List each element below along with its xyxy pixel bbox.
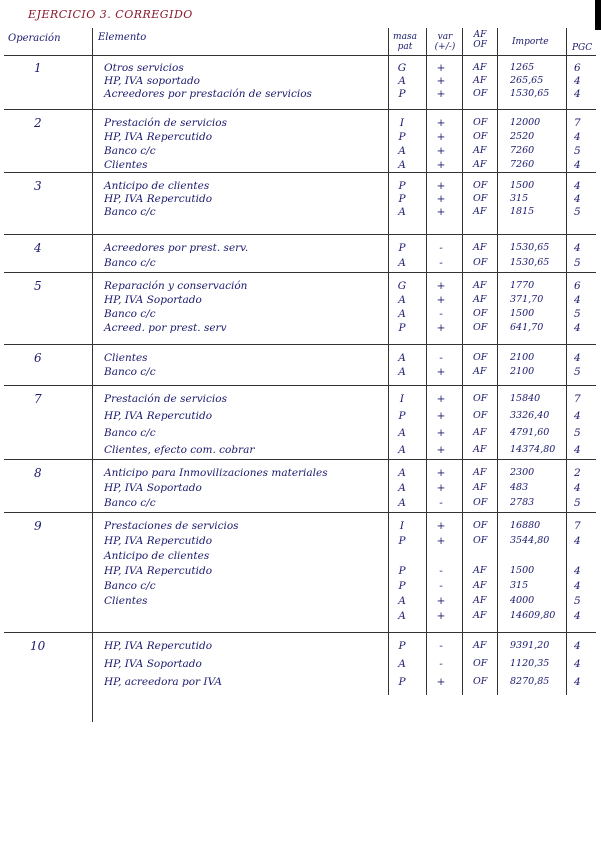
row-masa: P (398, 676, 406, 688)
row-importe: 1530,65 (510, 257, 550, 268)
row-af: AF (473, 640, 487, 651)
row-elemento: Banco c/c (104, 427, 156, 439)
row-af: AF (473, 427, 487, 438)
row-importe: 14609,80 (510, 610, 556, 621)
header-elemento: Elemento (98, 32, 147, 43)
header-var (430, 32, 460, 52)
row-pgc: 4 (574, 352, 581, 364)
row-importe: 2783 (510, 497, 535, 508)
row-masa: P (398, 640, 406, 652)
row-importe: 1500 (510, 565, 535, 576)
row-importe: 2300 (510, 467, 535, 478)
row-importe: 7260 (510, 159, 535, 170)
row-masa: A (398, 145, 406, 157)
row-masa: A (398, 497, 406, 509)
col-divider-operacion (92, 28, 93, 722)
header-pgc: PGC (572, 43, 593, 53)
row-af: AF (473, 75, 487, 86)
row-masa: A (398, 206, 406, 218)
row-pgc: 4 (574, 610, 581, 622)
section-divider (4, 109, 596, 110)
row-elemento: HP, IVA Soportado (104, 294, 202, 306)
operation-number: 6 (34, 351, 42, 365)
row-masa: G (397, 280, 407, 292)
row-pgc: 4 (574, 242, 581, 254)
row-af: AF (473, 580, 487, 591)
row-elemento: Banco c/c (104, 580, 156, 592)
row-var: + (436, 131, 446, 143)
row-masa: A (398, 257, 406, 269)
row-af: AF (473, 242, 487, 253)
row-af: AF (473, 294, 487, 305)
row-pgc: 4 (574, 159, 581, 171)
row-masa: A (398, 482, 406, 494)
row-importe: 2520 (510, 131, 535, 142)
row-elemento: HP, IVA Repercutido (104, 565, 213, 577)
row-var: + (436, 410, 446, 422)
row-importe: 3326,40 (510, 410, 550, 421)
row-pgc: 7 (574, 393, 581, 405)
row-pgc: 4 (574, 580, 581, 592)
section-divider (4, 172, 596, 173)
row-af: OF (473, 497, 488, 508)
row-af: AF (473, 444, 487, 455)
row-importe: 1265 (510, 62, 535, 73)
row-pgc: 4 (574, 658, 581, 670)
row-var: + (436, 206, 446, 218)
row-masa: A (398, 308, 406, 320)
row-af: AF (473, 610, 487, 621)
row-masa: A (398, 427, 406, 439)
row-pgc: 5 (574, 497, 581, 509)
row-af: AF (473, 595, 487, 606)
row-elemento: Acreedores por prestación de servicios (104, 88, 312, 100)
row-importe: 641,70 (510, 322, 544, 333)
row-importe: 315 (510, 193, 529, 204)
row-pgc: 4 (574, 676, 581, 688)
row-masa: P (398, 88, 406, 100)
row-importe: 12000 (510, 117, 541, 128)
row-masa: A (398, 159, 406, 171)
header-var-line1: var (437, 32, 453, 42)
row-elemento: Banco c/c (104, 497, 156, 509)
page-corner-mark (595, 0, 601, 30)
row-pgc: 6 (574, 62, 581, 74)
header-masa-line2: pat (397, 42, 413, 52)
row-masa: A (398, 366, 406, 378)
row-elemento: Acreed. por prest. serv (104, 322, 227, 334)
row-pgc: 4 (574, 75, 581, 87)
row-elemento: Prestaciones de servicios (104, 520, 239, 532)
row-var: - (439, 242, 443, 254)
row-elemento: HP, IVA Repercutido (104, 640, 213, 652)
row-pgc: 4 (574, 294, 581, 306)
row-var: + (436, 62, 446, 74)
row-var: + (436, 427, 446, 439)
row-var: + (436, 145, 446, 157)
row-var: - (439, 640, 443, 652)
row-importe: 371,70 (510, 294, 544, 305)
row-importe: 1500 (510, 180, 535, 191)
row-elemento: Clientes, efecto com. cobrar (104, 444, 255, 456)
row-af: OF (473, 131, 488, 142)
row-af: OF (473, 257, 488, 268)
row-af: OF (473, 393, 488, 404)
row-masa: A (398, 467, 406, 479)
row-af: OF (473, 180, 488, 191)
row-af: AF (473, 145, 487, 156)
row-pgc: 5 (574, 427, 581, 439)
header-masa-line1: masa (393, 32, 417, 42)
row-elemento: Reparación y conservación (104, 280, 248, 292)
row-importe: 1530,65 (510, 242, 550, 253)
row-pgc: 4 (574, 131, 581, 143)
row-elemento: Prestación de servicios (104, 117, 227, 129)
row-pgc: 4 (574, 88, 581, 100)
header-importe: Importe (512, 37, 549, 47)
row-elemento: HP, IVA Soportado (104, 658, 202, 670)
row-masa: A (398, 595, 406, 607)
row-pgc: 5 (574, 366, 581, 378)
operation-number: 9 (34, 519, 42, 533)
operation-number: 5 (34, 279, 42, 293)
row-var: + (436, 520, 446, 532)
row-af: OF (473, 535, 488, 546)
row-importe: 3544,80 (510, 535, 550, 546)
row-importe: 2100 (510, 352, 535, 363)
section-divider (4, 459, 596, 460)
header-af-line2: OF (473, 40, 487, 50)
header-af (466, 30, 494, 50)
col-divider-af (462, 28, 463, 695)
section-divider (4, 512, 596, 513)
row-elemento: Prestación de servicios (104, 393, 227, 405)
row-elemento: Anticipo de clientes (104, 180, 210, 192)
row-importe: 265,65 (510, 75, 544, 86)
row-var: + (436, 322, 446, 334)
row-var: - (439, 565, 443, 577)
row-var: - (439, 497, 443, 509)
section-divider (4, 234, 596, 235)
row-var: + (436, 159, 446, 171)
section-divider (4, 385, 596, 386)
row-pgc: 4 (574, 640, 581, 652)
row-pgc: 5 (574, 145, 581, 157)
row-elemento: Clientes (104, 595, 148, 607)
row-pgc: 4 (574, 482, 581, 494)
row-elemento: Otros servicios (104, 62, 184, 74)
row-masa: P (398, 580, 406, 592)
row-af: AF (473, 366, 487, 377)
row-elemento: HP, IVA Soportado (104, 482, 202, 494)
row-importe: 1815 (510, 206, 535, 217)
row-var: + (436, 180, 446, 192)
row-pgc: 7 (574, 520, 581, 532)
row-masa: P (398, 193, 406, 205)
row-importe: 483 (510, 482, 529, 493)
row-masa: A (398, 352, 406, 364)
row-var: + (436, 294, 446, 306)
row-pgc: 5 (574, 257, 581, 269)
row-var: - (439, 257, 443, 269)
row-af: AF (473, 565, 487, 576)
row-importe: 2100 (510, 366, 535, 377)
row-pgc: 4 (574, 410, 581, 422)
row-pgc: 5 (574, 206, 581, 218)
row-pgc: 6 (574, 280, 581, 292)
row-masa: I (399, 117, 405, 129)
row-elemento: HP, IVA Repercutido (104, 193, 213, 205)
row-af: OF (473, 658, 488, 669)
row-af: AF (473, 159, 487, 170)
row-importe: 16880 (510, 520, 541, 531)
row-var: + (436, 444, 446, 456)
row-var: + (436, 117, 446, 129)
row-elemento: HP, IVA Repercutido (104, 410, 213, 422)
row-importe: 1530,65 (510, 88, 550, 99)
operation-number: 7 (34, 392, 42, 406)
row-importe: 15840 (510, 393, 541, 404)
row-var: + (436, 535, 446, 547)
row-elemento: Anticipo para Inmovilizaciones materiales (104, 467, 328, 479)
row-masa: I (399, 520, 405, 532)
row-masa: A (398, 610, 406, 622)
row-importe: 315 (510, 580, 529, 591)
row-af: OF (473, 322, 488, 333)
row-var: + (436, 676, 446, 688)
row-elemento: Banco c/c (104, 145, 156, 157)
operation-number: 10 (30, 639, 46, 653)
row-pgc: 4 (574, 444, 581, 456)
row-var: + (436, 280, 446, 292)
row-importe: 4791,60 (510, 427, 550, 438)
row-masa: A (398, 294, 406, 306)
row-elemento: HP, IVA Repercutido (104, 131, 213, 143)
row-pgc: 4 (574, 193, 581, 205)
row-masa: A (398, 444, 406, 456)
row-importe: 1120,35 (510, 658, 550, 669)
row-elemento: Anticipo de clientes (104, 550, 210, 562)
row-var: + (436, 75, 446, 87)
row-masa: P (398, 180, 406, 192)
row-importe: 4000 (510, 595, 535, 606)
row-af: OF (473, 193, 488, 204)
operation-number: 4 (34, 241, 42, 255)
row-elemento: Clientes (104, 352, 148, 364)
row-elemento: HP, IVA Repercutido (104, 535, 213, 547)
row-elemento: HP, acreedora por IVA (104, 676, 223, 688)
row-importe: 14374,80 (510, 444, 556, 455)
row-importe: 1500 (510, 308, 535, 319)
row-var: - (439, 352, 443, 364)
row-masa: P (398, 410, 406, 422)
row-pgc: 5 (574, 595, 581, 607)
row-importe: 9391,20 (510, 640, 550, 651)
header-af-line1: AF (473, 30, 487, 40)
operation-number: 1 (34, 61, 42, 75)
row-var: + (436, 610, 446, 622)
col-divider-var (426, 28, 427, 695)
row-af: OF (473, 352, 488, 363)
row-af: OF (473, 410, 488, 421)
row-elemento: Acreedores por prest. serv. (104, 242, 249, 254)
row-masa: G (397, 62, 407, 74)
row-masa: P (398, 322, 406, 334)
row-var: + (436, 595, 446, 607)
row-masa: A (398, 75, 406, 87)
row-af: AF (473, 482, 487, 493)
row-af: AF (473, 280, 487, 291)
worksheet-title: EJERCICIO 3. CORREGIDO (28, 8, 193, 21)
row-elemento: Banco c/c (104, 257, 156, 269)
row-af: OF (473, 117, 488, 128)
section-divider (4, 632, 596, 633)
row-elemento: Banco c/c (104, 206, 156, 218)
header-masa (388, 32, 422, 52)
row-var: + (436, 193, 446, 205)
row-af: OF (473, 676, 488, 687)
section-divider (4, 344, 596, 345)
row-pgc: 4 (574, 535, 581, 547)
row-af: OF (473, 520, 488, 531)
row-elemento: Banco c/c (104, 366, 156, 378)
row-af: AF (473, 206, 487, 217)
row-importe: 1770 (510, 280, 535, 291)
operation-number: 8 (34, 466, 42, 480)
row-masa: P (398, 535, 406, 547)
row-pgc: 2 (574, 467, 581, 479)
row-elemento: Banco c/c (104, 308, 156, 320)
row-var: + (436, 393, 446, 405)
col-divider-masa (388, 28, 389, 695)
row-pgc: 4 (574, 180, 581, 192)
row-pgc: 4 (574, 322, 581, 334)
row-elemento: Clientes (104, 159, 148, 171)
row-var: - (439, 308, 443, 320)
row-af: OF (473, 308, 488, 319)
row-var: + (436, 467, 446, 479)
row-masa: P (398, 242, 406, 254)
row-var: + (436, 366, 446, 378)
operation-number: 3 (34, 179, 42, 193)
row-elemento: HP, IVA soportado (104, 75, 201, 87)
row-masa: P (398, 131, 406, 143)
col-divider-importe (497, 28, 498, 695)
col-divider-pgc (566, 28, 567, 695)
row-importe: 8270,85 (510, 676, 550, 687)
section-divider (4, 272, 596, 273)
row-masa: A (398, 658, 406, 670)
row-af: AF (473, 62, 487, 73)
row-var: - (439, 580, 443, 592)
header-operacion: Operación (8, 33, 61, 44)
row-var: + (436, 88, 446, 100)
row-importe: 7260 (510, 145, 535, 156)
row-var: - (439, 658, 443, 670)
operation-number: 2 (34, 116, 42, 130)
row-af: OF (473, 88, 488, 99)
row-pgc: 4 (574, 565, 581, 577)
row-masa: I (399, 393, 405, 405)
header-var-line2: (+/-) (434, 42, 456, 52)
row-var: + (436, 482, 446, 494)
row-pgc: 5 (574, 308, 581, 320)
row-pgc: 7 (574, 117, 581, 129)
row-masa: P (398, 565, 406, 577)
row-af: AF (473, 467, 487, 478)
